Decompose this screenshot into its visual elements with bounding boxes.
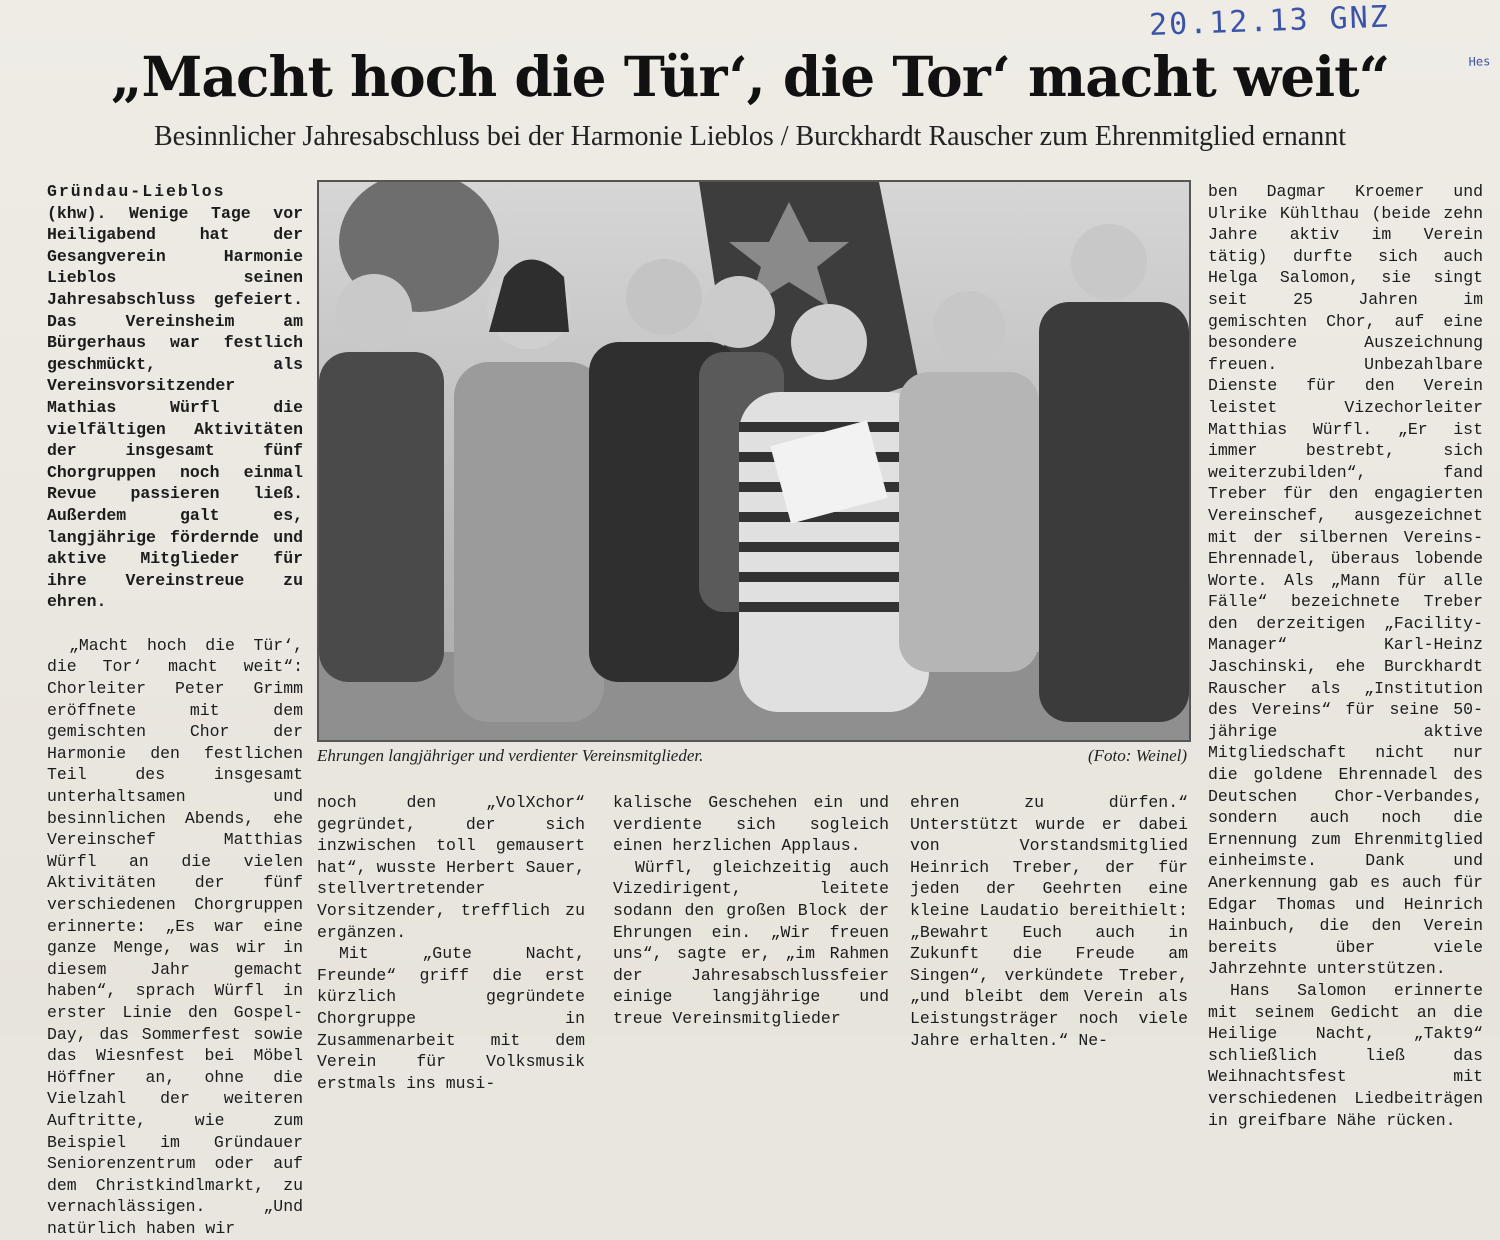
col5-paragraph-1: ben Dagmar Kroemer und Ulrike Kühlthau (beide zehn Jahre aktiv im Verein tätig) durfte sich auch Helga Salomon, sie singt seit 25 Jahren im gemischten Chor, auf eine besondere Auszeichnung freuen. Unbezahlbare Dienste für den Verein leistet Vizechorleiter Matthias Würfl. „Er ist immer bestrebt, sich weiterzubilden“, fand Treber für den engagierten Vereinschef, ausgezeichnet mit der silbernen Vereins-Ehrennadel, überaus lobende Worte. Als „Mann für alle Fälle“ bezeichnete Treber den derzeitigen „Facility-Manager“ Karl-Heinz Jaschinski, ehe Burckhardt Rauscher als „Institution des Vereins“ für seine 50-jährige aktive Mitgliedschaft nicht nur die goldene Ehrennadel des Deutschen Chor-Verbandes, sondern auch noch die Ernennung zum Ehrenmitglied einheimste. Dank und Anerkennung gab es auch für Edgar Thomas und Heinrich Hainbuch, die den Verein bereits über viele Jahrzehnte unterstützen. xyxy=(1208,182,1483,979)
photo-caption-row xyxy=(317,745,1187,767)
column-2 xyxy=(317,792,585,1094)
column-4 xyxy=(910,792,1188,1051)
col3-paragraph-2: Würfl, gleichzeitig auch Vizedirigent, leitete sodann den großen Block der Ehrungen ein. „Wir freuen uns“, sagte er, „im Rahmen der Jahresabschlussfeier einige langjährige und treue Vereinsmitglieder xyxy=(613,857,889,1028)
article-photo xyxy=(317,180,1191,742)
photo-caption: Ehrungen langjähriger und verdienter Vereinsmitglieder. xyxy=(317,746,704,765)
handwritten-initials: Hes xyxy=(1468,54,1491,69)
col3-paragraph-1: kalische Geschehen ein und verdiente sich sogleich einen herzlichen Applaus. xyxy=(613,793,889,856)
article-subheadline: Besinnlicher Jahresabschluss bei der Harmonie Lieblos / Burckhardt Rauscher zum Ehrenmitglied ernannt xyxy=(154,121,1346,152)
handwritten-date-source: 20.12.13 GNZ xyxy=(1148,0,1391,43)
col5-paragraph-2: Hans Salomon erinnerte mit seinem Gedicht an die Heilige Nacht, „Takt9“ schließlich ließ das Weihnachtsfest mit verschiedenen Liedbeiträgen in greifbare Nähe rücken. xyxy=(1208,980,1483,1130)
column-3 xyxy=(613,792,889,1030)
col2-paragraph-2: Mit „Gute Nacht, Freunde“ griff die erst kürzlich gegründete Chorgruppe in Zusammenarbeit mit dem Verein für Volksmusik erstmals ins musi- xyxy=(317,944,585,1093)
lead-text: (khw). Wenige Tage vor Heiligabend hat der Gesangverein Harmonie Lieblos seinen Jahresabschluss gefeiert. Das Vereinsheim am Bürgerhaus war festlich geschmückt, als Vereinsvorsitzender Mathias Würfl die vielfältigen Aktivitäten der insgesamt fünf Chorgruppen noch einmal Revue passieren ließ. Außerdem galt es, langjährige fördernde und aktive Mitglieder für ihre Vereinstreue zu ehren. xyxy=(47,203,303,612)
column-5 xyxy=(1208,181,1483,1131)
dateline: Gründau-Lieblos xyxy=(47,182,226,201)
col4-paragraph-1: ehren zu dürfen.“ Unterstützt wurde er dabei von Vorstandsmitglied Heinrich Treber, der für jeden der Geehrten eine kleine Laudatio bereithielt: „Bewahrt Euch auch in Zukunft die Freude am Singen“, verkündete Treber, „und bleibt dem Verein als Leistungsträger noch viele Jahre erhalten.“ Ne- xyxy=(910,793,1188,1050)
body-paragraph-1: „Macht hoch die Tür‘, die Tor‘ macht weit“: Chorleiter Peter Grimm eröffnete mit dem gemischten Chor der Harmonie den festlichen Teil des insgesamt unterhaltsamen und besinnlichen Abends, ehe Vereinschef Matthias Würfl an die vielen Aktivitäten der fünf verschiedenen Chorgruppen erinnerte: „Es war eine ganze Menge, was wir in diesem Jahr gemacht haben“, sprach Würfl in erster Linie den Gospel-Day, das Sommerfest sowie das Wiesnfest bei Möbel Höffner an, ohne die Vielzahl der weiteren Auftritte, wie zum Beispiel im Gründauer Seniorenzentrum oder auf dem Christkindlmarkt, zu vernachlässigen. „Und natürlich haben wir xyxy=(47,635,303,1238)
column-1 xyxy=(47,181,303,1240)
article-headline: „Macht hoch die Tür‘, die Tor‘ macht weit“ xyxy=(110,44,1390,109)
photo-credit: (Foto: Weinel) xyxy=(1088,746,1187,765)
lead-paragraph xyxy=(47,181,303,613)
col2-paragraph-1: noch den „VolXchor“ gegründet, der sich inzwischen toll gemausert hat“, wusste Herbert Sauer, stellvertretender Vorsitzender, trefflich zu ergänzen. xyxy=(317,793,585,942)
group-photo-image xyxy=(319,182,1189,740)
